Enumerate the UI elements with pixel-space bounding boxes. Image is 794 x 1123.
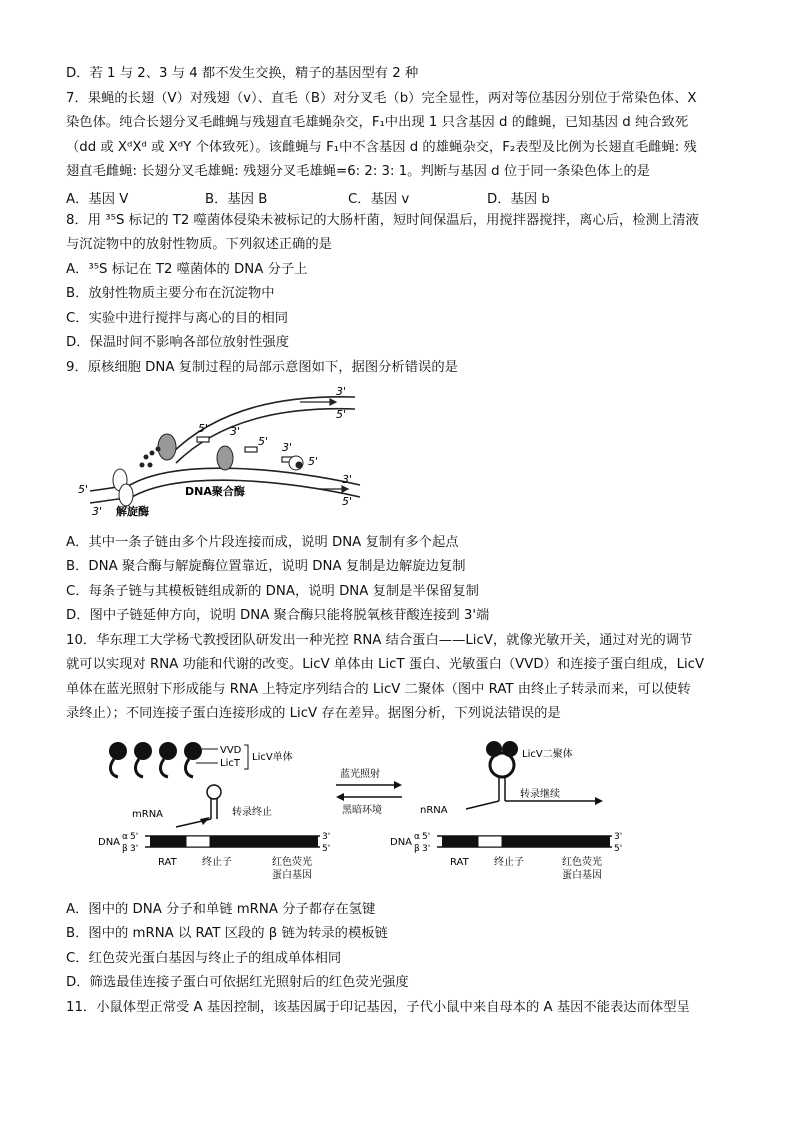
label-3-prime: 3'	[322, 832, 331, 842]
helicase-shape	[119, 484, 133, 506]
label-5-prime: 5'	[342, 495, 353, 508]
option-line: C．实验中进行搅拌与离心的目的相同	[66, 311, 289, 326]
option-line: A．图中的 DNA 分子和单链 mRNA 分子都存在氢键	[66, 902, 376, 917]
label-helicase: 解旋酶	[116, 505, 149, 518]
label-5-prime: 5'	[322, 844, 331, 854]
label-dna-right: DNA	[390, 837, 413, 848]
label-mrna-left: mRNA	[132, 809, 164, 820]
terminator-region	[186, 836, 210, 847]
option-line: B．DNA 聚合酶与解旋酶位置靠近，说明 DNA 复制是边解旋边复制	[66, 559, 466, 574]
option-line: C．每条子链与其模板链组成新的 DNA，说明 DNA 复制是半保留复制	[66, 584, 479, 599]
text-line: 录终止）；不同连接子蛋白连接形成的 LicV 存在差异。据图分析，下列说法错误的是	[66, 706, 561, 721]
label-gene-line1: 红色荧光	[562, 857, 602, 868]
dna-polymerase-top	[158, 434, 176, 460]
option-line: B．放射性物质主要分布在沉淀物中	[66, 286, 275, 301]
label-5-prime: 5'	[198, 422, 209, 435]
option-d: D．基因 b	[487, 192, 550, 207]
label-5-prime: 5'	[258, 435, 269, 448]
label-alpha: α	[414, 832, 420, 842]
text-line: 染色体。纯合长翅分叉毛雌蝇与残翅直毛雄蝇杂交，F₁中出现 1 只含基因 d 的雌蝇，已知基因 d 纯合致死	[66, 115, 689, 130]
option-c: C．基因 v	[348, 192, 410, 207]
text-line: 与沉淀物中的放射性物质。下列叙述正确的是	[66, 237, 332, 252]
label-dna-polymerase: DNA聚合酶	[185, 485, 245, 498]
label-5-prime: 5'	[130, 832, 139, 842]
question-10-line: 10．华东理工大学杨弋教授团队研发出一种光控 RNA 结合蛋白——LicV，就像光敏开关，通过对光的调节	[66, 633, 693, 648]
option-line: D．保温时间不影响各部位放射性强度	[66, 335, 289, 350]
label-dark: 黑暗环境	[342, 805, 382, 816]
rfp-gene-region	[502, 836, 610, 847]
question-9-line: 9．原核细胞 DNA 复制过程的局部示意图如下，据图分析错误的是	[66, 360, 458, 375]
option-b: B．基因 B	[205, 192, 268, 207]
label-5-prime: 5'	[336, 408, 347, 421]
label-vvd: VVD	[220, 745, 242, 756]
label-dna-left: DNA	[98, 837, 121, 848]
label-licv-monomer: LicV单体	[252, 752, 293, 763]
dna-polymerase-bottom	[217, 446, 233, 470]
label-5-prime: 5'	[78, 483, 89, 496]
label-mrna-right: nRNA	[420, 805, 448, 816]
rna-hairpin-loop	[207, 785, 221, 799]
label-3-prime: 3'	[282, 441, 293, 454]
label-terminator: 终止子	[494, 857, 524, 868]
question-8-line: 8．用 ³⁵S 标记的 T2 噬菌体侵染未被标记的大肠杆菌，短时间保温后，用搅拌器搅拌，离心后，检测上清液	[66, 213, 699, 228]
text-line: 翅直毛雌蝇: 长翅分叉毛雄蝇: 残翅分叉毛雄蝇=6: 2: 3: 1。判断与基因 d 位于同一条染色体上的是	[66, 164, 651, 179]
licv-monomers	[109, 742, 293, 777]
okazaki-fragment	[197, 437, 209, 442]
label-beta: β	[122, 844, 128, 854]
option-line: A．其中一条子链由多个片段连接而成，说明 DNA 复制有多个起点	[66, 535, 459, 550]
label-lict: LicT	[220, 758, 240, 769]
option-line: D．图中子链延伸方向，说明 DNA 聚合酶只能将脱氧核苷酸连接到 3'端	[66, 608, 490, 623]
option-line: D．筛选最佳连接子蛋白可依据红光照射后的红色荧光强度	[66, 975, 409, 990]
label-3-prime: 3'	[614, 832, 623, 842]
label-gene-line2: 蛋白基因	[272, 870, 312, 881]
label-5-prime: 5'	[308, 455, 319, 468]
label-transcription-continue: 转录继续	[520, 789, 560, 800]
label-licv-dimer: LicV二聚体	[522, 749, 573, 760]
enzyme-dot	[296, 462, 303, 469]
label-blue-light: 蓝光照射	[340, 769, 380, 780]
label-3-prime: 3'	[336, 385, 347, 398]
question-7-line: 7．果蝇的长翅（V）对残翅（v）、直毛（B）对分叉毛（b）完全显性，两对等位基因分别位于常染色体、X	[66, 91, 697, 106]
label-3-prime: 3'	[92, 505, 103, 518]
licv-figure	[90, 735, 650, 885]
rat-region	[442, 836, 478, 847]
label-3-prime: 3'	[230, 425, 241, 438]
okazaki-fragment	[245, 447, 257, 452]
option-a: A．基因 V	[66, 192, 129, 207]
label-rat: RAT	[158, 857, 177, 868]
terminator-region	[478, 836, 502, 847]
rfp-gene-region	[210, 836, 318, 847]
label-5-prime: 5'	[422, 832, 431, 842]
dna-replication-figure	[70, 385, 370, 525]
template-strand-bottom	[130, 468, 360, 485]
text-line: D．若 1 与 2、3 与 4 都不发生交换，精子的基因型有 2 种	[66, 66, 419, 81]
text-line: 单体在蓝光照射下形成能与 RNA 上特定序列结合的 LicV 二聚体（图中 RAT 由终止子转录而来，可以使转	[66, 682, 691, 697]
label-3-prime: 3'	[342, 473, 353, 486]
option-line: B．图中的 mRNA 以 RAT 区段的 β 链为转录的模板链	[66, 926, 388, 941]
label-alpha: α	[122, 832, 128, 842]
licv-dimer	[490, 753, 514, 777]
label-3-prime: 3'	[422, 844, 431, 854]
label-gene-line1: 红色荧光	[272, 857, 312, 868]
text-line: 就可以实现对 RNA 功能和代谢的改变。LicV 单体由 LicT 蛋白、光敏蛋白（VVD）和连接子蛋白组成，LicV	[66, 657, 705, 672]
label-beta: β	[414, 844, 420, 854]
option-line: A．³⁵S 标记在 T2 噬菌体的 DNA 分子上	[66, 262, 308, 277]
label-rat: RAT	[450, 857, 469, 868]
question-11-line: 11．小鼠体型正常受 A 基因控制，该基因属于印记基因，子代小鼠中来自母本的 A 基因不能表达而体型呈	[66, 1000, 690, 1015]
label-terminator: 终止子	[202, 857, 232, 868]
label-transcription-stop: 转录终止	[232, 807, 272, 818]
option-line: C．红色荧光蛋白基因与终止子的组成单体相同	[66, 951, 342, 966]
text-line: （dd 或 XᵈXᵈ 或 XᵈY 个体致死）。该雌蝇与 F₁中不含基因 d 的雄蝇杂交，F₂表型及比例为长翅直毛雌蝇: 残	[66, 140, 697, 155]
label-gene-line2: 蛋白基因	[562, 870, 602, 881]
rat-region	[150, 836, 186, 847]
label-5-prime: 5'	[614, 844, 623, 854]
label-3-prime: 3'	[130, 844, 139, 854]
